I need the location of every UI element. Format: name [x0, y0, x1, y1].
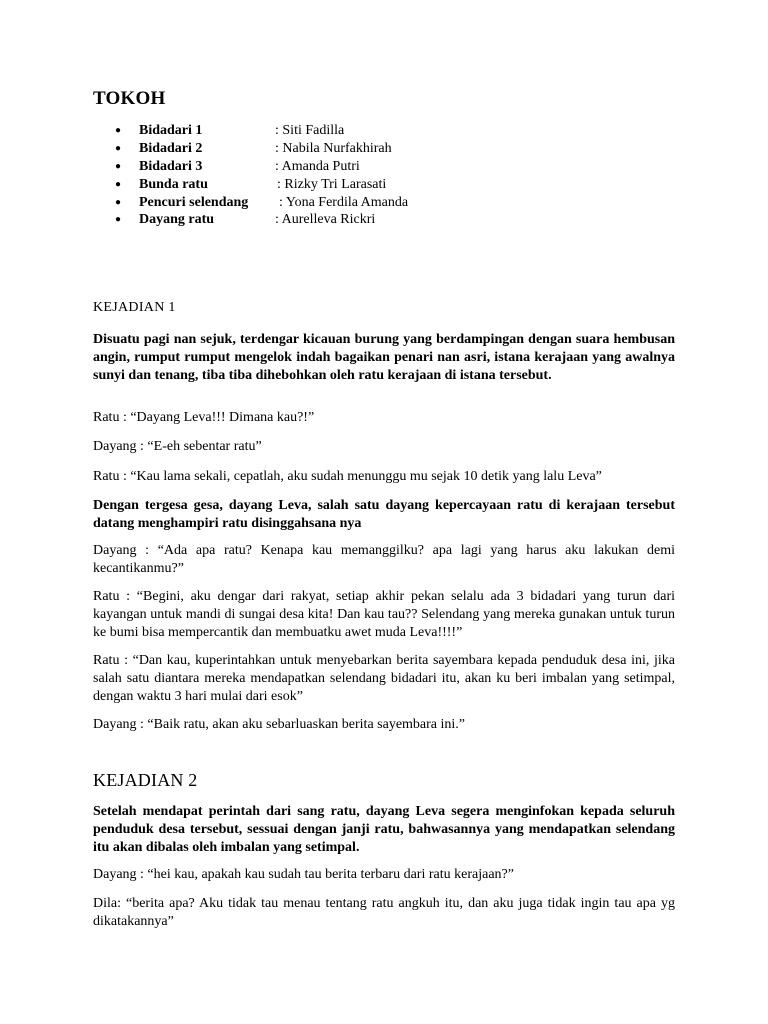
- cast-role: Bidadari 2: [139, 140, 203, 156]
- dialogue-line: Dayang : “hei kau, apakah kau sudah tau berita terbaru dari ratu kerajaan?”: [93, 867, 514, 882]
- cast-role: Pencuri selendang: [139, 194, 249, 210]
- dialogue-line: Ratu : “Begini, aku dengar dari rakyat, setiap akhir pekan selalu ada 3 bidadari yang turun dari kayangan untuk mandi di sungai desa kita! Dan kau tau?? Selendang yang mereka gunakan untuk turun ke bumi bisa mempercantik dan membuatku awet muda Leva!!!!”: [93, 589, 675, 640]
- cast-role: Dayang ratu: [139, 212, 215, 228]
- cast-role: Bunda ratu: [139, 176, 208, 192]
- cast-actor: : Rizky Tri Larasati: [277, 176, 387, 192]
- cast-actor: : Yona Ferdila Amanda: [279, 194, 409, 210]
- bullet-icon: ●: [115, 142, 122, 154]
- dialogue-line: Ratu : “Kau lama sekali, cepatlah, aku sudah menunggu mu sejak 10 detik yang lalu Leva”: [93, 469, 602, 484]
- dialogue-line: Ratu : “Dan kau, kuperintahkan untuk menyebarkan berita sayembara kepada penduduk desa ini, jika salah satu diantara mereka mendapatkan selendang bidadari itu, akan ku beri imbalan yang setimpal, dengan waktu 3 hari mulai dari esok”: [93, 653, 675, 704]
- bullet-icon: ●: [115, 125, 122, 136]
- dialogue-line: Dayang : “Ada apa ratu? Kenapa kau memanggilku? apa lagi yang harus aku lakukan demi kecantikanmu?”: [93, 543, 675, 576]
- dialogue-line: Ratu : “Dayang Leva!!! Dimana kau?!”: [93, 410, 315, 425]
- cast-role: Bidadari 1: [139, 123, 203, 138]
- cast-actor: : Nabila Nurfakhirah: [275, 140, 392, 156]
- dialogue-line: Dayang : “Baik ratu, akan aku sebarluaskan berita sayembara ini.”: [93, 717, 466, 732]
- title-tokoh: TOKOH: [93, 88, 166, 109]
- heading-kejadian-1: KEJADIAN 1: [93, 300, 176, 315]
- bullet-icon: ●: [115, 178, 122, 190]
- dialogue-line: Dila: “berita apa? Aku tidak tau menau tentang ratu angkuh itu, dan aku juga tidak ingin tau apa yg dikatakannya”: [93, 896, 675, 929]
- cast-actor: : Aurelleva Rickri: [275, 212, 376, 228]
- bullet-icon: ●: [115, 196, 122, 208]
- narration-paragraph: Disuatu pagi nan sejuk, terdengar kicauan burung yang berdampingan dengan suara hembusan angin, rumput rumput mengelok indah bagaikan penari nan asri, istana kerajaan yang awalnya sunyi dan tenang, tiba tiba dihebohkan oleh ratu kerajaan di istana tersebut.: [93, 332, 675, 383]
- narration-paragraph: Dengan tergesa gesa, dayang Leva, salah satu dayang kepercayaan ratu di kerajaan tersebut datang menghampiri ratu disinggahsana nya: [93, 498, 675, 531]
- cast-actor: : Siti Fadilla: [275, 123, 345, 138]
- bullet-icon: ●: [115, 160, 122, 172]
- cast-actor: : Amanda Putri: [275, 158, 360, 174]
- dialogue-line: Dayang : “E-eh sebentar ratu”: [93, 439, 262, 454]
- narration-paragraph: Setelah mendapat perintah dari sang ratu, dayang Leva segera menginfokan kepada seluruh penduduk desa tersebut, sessuai dengan janji ratu, bahwasannya yang mendapatkan selendang itu akan dibalas oleh imbalan yang setimpal.: [93, 804, 675, 855]
- bullet-icon: ●: [115, 214, 122, 226]
- heading-kejadian-2: KEJADIAN 2: [93, 770, 198, 790]
- cast-role: Bidadari 3: [139, 158, 203, 174]
